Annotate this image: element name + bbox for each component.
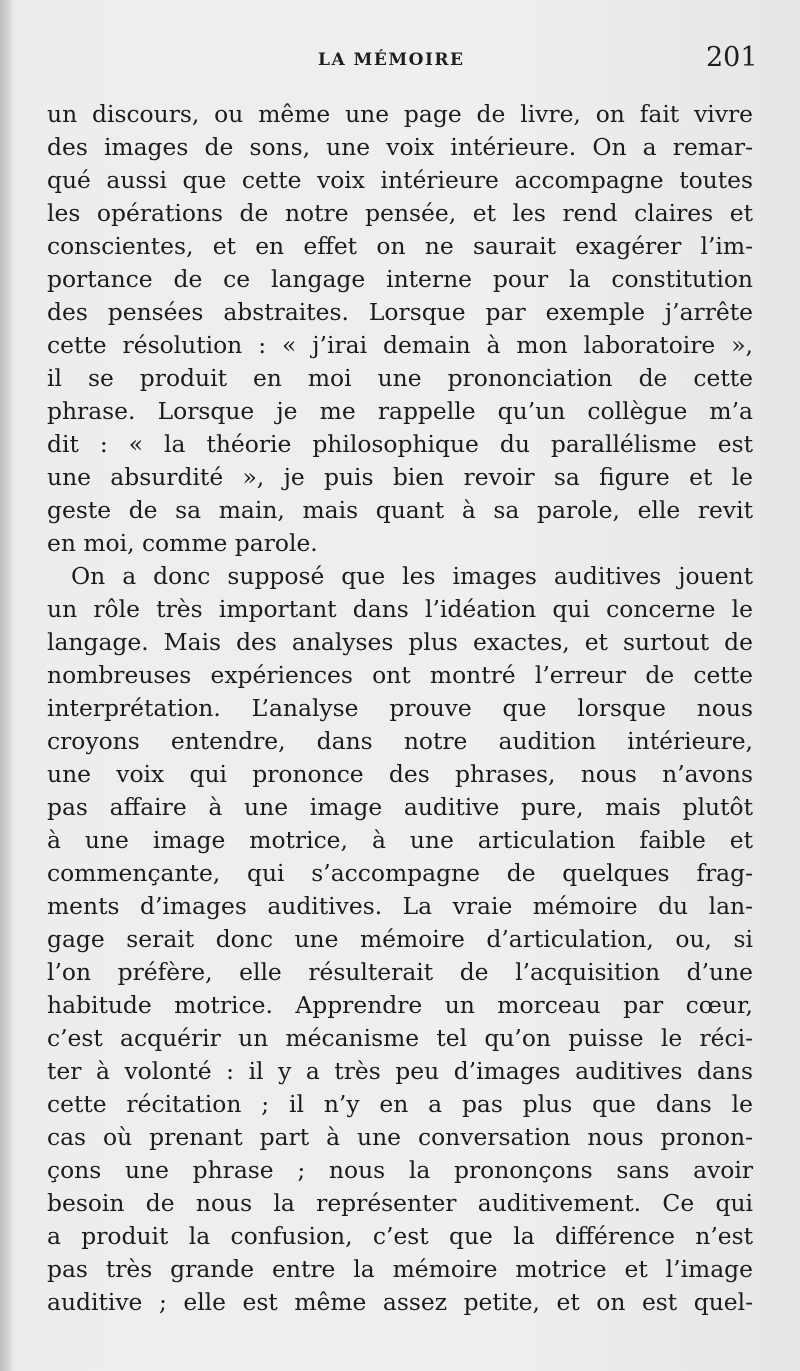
paragraph-end-line: en moi, comme parole. xyxy=(47,529,318,557)
text-line: dit : « la théorie philosophique du parallélisme est xyxy=(47,430,753,458)
text-line: qué aussi que cette voix intérieure accompagne toutes xyxy=(47,166,753,194)
text-line: auditive ; elle est même assez petite, et on est quel- xyxy=(47,1288,753,1316)
text-line: un rôle très important dans l’idéation qui concerne le xyxy=(47,595,753,623)
page-gutter-shadow xyxy=(0,0,14,1371)
text-line: pas très grande entre la mémoire motrice et l’image xyxy=(47,1255,753,1283)
text-line: il se produit en moi une prononciation de cette xyxy=(47,364,753,392)
text-line: langage. Mais des analyses plus exactes, et surtout de xyxy=(47,628,753,656)
text-line: nombreuses expériences ont montré l’erreur de cette xyxy=(47,661,753,689)
text-line: phrase. Lorsque je me rappelle qu’un collègue m’a xyxy=(47,397,753,425)
text-line: une voix qui prononce des phrases, nous n’avons xyxy=(47,760,753,788)
text-line: les opérations de notre pensée, et les rend claires et xyxy=(47,199,753,227)
text-line: un discours, ou même une page de livre, on fait vivre xyxy=(47,100,753,128)
text-line: ments d’images auditives. La vraie mémoire du lan- xyxy=(47,892,753,920)
text-line: commençante, qui s’accompagne de quelques frag- xyxy=(47,859,753,887)
text-line: l’on préfère, elle résulterait de l’acquisition d’une xyxy=(47,958,753,986)
text-line: une absurdité », je puis bien revoir sa figure et le xyxy=(47,463,753,491)
text-line: çons une phrase ; nous la prononçons sans avoir xyxy=(47,1156,753,1184)
text-line: portance de ce langage interne pour la constitution xyxy=(47,265,753,293)
text-line: cette résolution : « j’irai demain à mon laboratoire », xyxy=(47,331,753,359)
text-line: des images de sons, une voix intérieure. On a remar- xyxy=(47,133,753,161)
text-line: à une image motrice, à une articulation faible et xyxy=(47,826,753,854)
text-line: a produit la confusion, c’est que la différence n’est xyxy=(47,1222,753,1250)
page-header xyxy=(0,40,800,80)
text-line: gage serait donc une mémoire d’articulation, ou, si xyxy=(47,925,753,953)
running-title: LA MÉMOIRE xyxy=(318,50,465,70)
text-line: croyons entendre, dans notre audition intérieure, xyxy=(47,727,753,755)
text-line: ter à volonté : il y a très peu d’images auditives dans xyxy=(47,1057,753,1085)
body-text xyxy=(47,98,753,1319)
text-line: cas où prenant part à une conversation nous pronon- xyxy=(47,1123,753,1151)
text-line: pas affaire à une image auditive pure, mais plutôt xyxy=(47,793,753,821)
text-line: besoin de nous la représenter auditivement. Ce qui xyxy=(47,1189,753,1217)
text-line: geste de sa main, mais quant à sa parole, elle revit xyxy=(47,496,753,524)
page-number: 201 xyxy=(706,42,758,73)
text-line: c’est acquérir un mécanisme tel qu’on puisse le réci- xyxy=(47,1024,753,1052)
paragraph-start-line: On a donc supposé que les images auditives jouent xyxy=(71,562,753,590)
text-line: des pensées abstraites. Lorsque par exemple j’arrête xyxy=(47,298,753,326)
text-line: conscientes, et en effet on ne saurait exagérer l’im- xyxy=(47,232,753,260)
text-line: cette récitation ; il n’y en a pas plus que dans le xyxy=(47,1090,753,1118)
text-line: interprétation. L’analyse prouve que lorsque nous xyxy=(47,694,753,722)
text-line: habitude motrice. Apprendre un morceau par cœur, xyxy=(47,991,753,1019)
